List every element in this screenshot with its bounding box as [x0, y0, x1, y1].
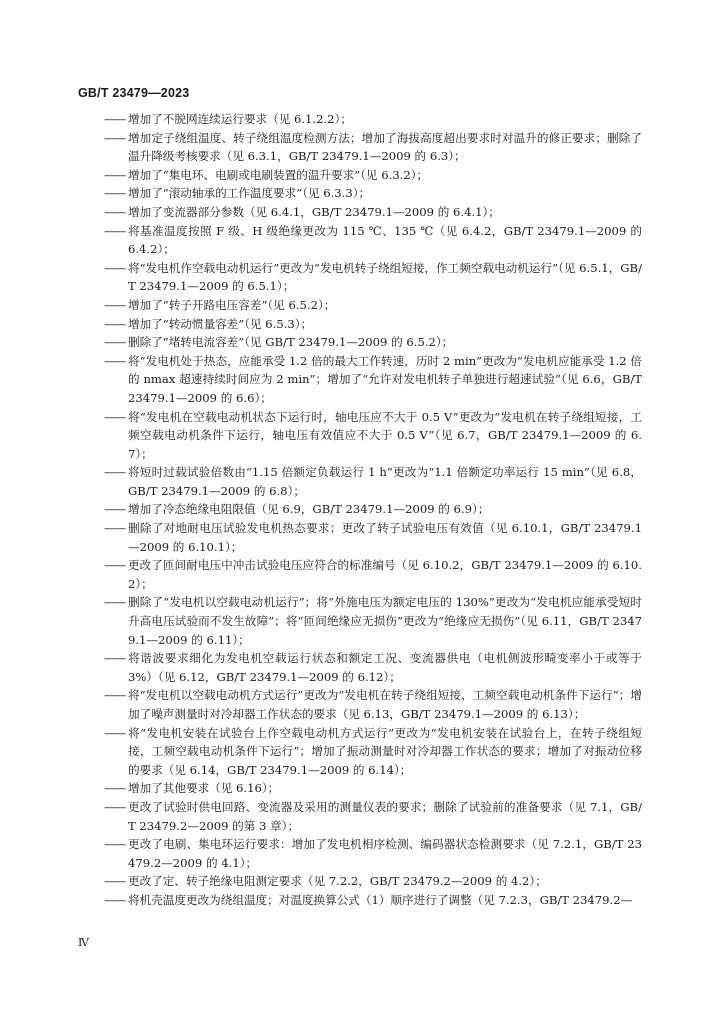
dash-marker: [104, 296, 128, 315]
dash-marker: [104, 798, 128, 817]
dash-marker: [104, 129, 128, 148]
list-item: [104, 296, 642, 315]
list-item: [104, 779, 642, 798]
dash-marker: [104, 872, 128, 891]
change-text: 增加了“滚动轴承的工作温度要求”（见 6.3.3）；: [128, 186, 371, 201]
list-item: [104, 835, 642, 872]
change-text: 将“发电机处于热态，应能承受 1.2 倍的最大工作转速，历时 2 min”更改为“发电机应能承受 1.2 倍的 nmax 超速持续时间应为 2 min”；增加了“允许对发电机转子单独进行超速试验”（见 6.6，GB/T 23479.1—2009 的 6.6）；: [128, 353, 642, 405]
dash-marker: [104, 556, 128, 575]
dash-marker: [104, 333, 128, 352]
change-text: 删除了对地耐电压试验发电机热态要求；更改了转子试验电压有效值（见 6.10.1，GB/T 23479.1—2009 的 6.10.1）；: [128, 521, 642, 554]
list-item: [104, 110, 642, 129]
list-item: [104, 463, 642, 500]
dash-marker: [104, 649, 128, 668]
list-item: [104, 649, 642, 686]
change-text: 将“发电机作空载电动机运行”更改为“发电机转子绕组短接，作工频空载电动机运行”（见 6.5.1，GB/T 23479.1—2009 的 6.5.1）；: [128, 260, 642, 294]
list-item: [104, 222, 642, 259]
standard-id: GB/T 23479—2023: [78, 86, 190, 100]
list-item: [104, 872, 642, 891]
change-text: 增加了其他要求（见 6.16）；: [128, 781, 280, 796]
change-text: 增加定子绕组温度、转子绕组温度检测方法；增加了海拔高度超出要求时对温升的修正要求；删除了温升降级考核要求（见 6.3.1，GB/T 23479.1—2009 的 6.3）；: [128, 130, 642, 164]
change-text: 增加了变流器部分参数（见 6.4.1，GB/T 23479.1—2009 的 6.4.1）；: [128, 204, 500, 219]
dash-marker: [104, 500, 128, 519]
change-text: 将短时过载试验倍数由“1.15 倍额定负载运行 1 h”更改为“1.1 倍额定功率运行 15 min”（见 6.8，GB/T 23479.1—2009 的 6.8）；: [128, 465, 642, 498]
dash-marker: [104, 408, 128, 427]
dash-marker: [104, 166, 128, 185]
list-item: [104, 259, 642, 296]
dash-marker: [104, 203, 128, 222]
list-item: [104, 519, 642, 556]
dash-marker: [104, 891, 128, 910]
list-item: [104, 500, 642, 519]
change-text: 删除了“堵转电流容差”（见 GB/T 23479.1—2009 的 6.5.2）；: [128, 335, 454, 350]
change-text: 删除了“发电机以空载电动机运行”；将“外施电压为额定电压的 130%”更改为“发电机应能承受短时升高电压试验而不发生故障”；将“匝间绝缘应无损伤”更改为“绝缘应无损伤”（见 6.11，GB/T 23479.1—2009 的 6.11）；: [128, 595, 642, 647]
list-item: [104, 333, 642, 352]
list-item: [104, 593, 642, 649]
change-text: 将基准温度按照 F 级、H 级绝缘更改为 115 ℃、135 ℃（见 6.4.2，GB/T 23479.1—2009 的 6.4.2）；: [128, 223, 642, 257]
change-text: 增加了“转子开路电压容差”（见 6.5.2）；: [128, 297, 336, 312]
change-text: 更改了电刷、集电环运行要求：增加了发电机相序检测、编码器状态检测要求（见 7.2.1，GB/T 23479.2—2009 的 4.1）；: [128, 837, 642, 870]
change-text: 将机壳温度更改为绕组温度；对温度换算公式（1）顺序进行了调整（见 7.2.3，GB/T 23479.2—: [128, 892, 633, 907]
change-list: [104, 110, 642, 910]
page-number: Ⅳ: [78, 936, 89, 949]
change-text: 将“发电机在空载电动机状态下运行时，轴电压应不大于 0.5 V”更改为“发电机在转子绕组短接，工频空载电动机条件下运行，轴电压有效值应不大于 0.5 V”（见 6.7，GB/T 23479.1—2009 的 6.7）；: [128, 409, 642, 461]
change-text: 将“发电机安装在试验台上作空载电动机方式运行”更改为“发电机安装在试验台上，在转子绕组短接，工频空载电动机条件下运行”；增加了振动测量时对冷却器工作状态的要求；增加了对振动位移的要求（见 6.14，GB/T 23479.1—2009 的 6.14）；: [128, 725, 642, 777]
dash-marker: [104, 724, 128, 743]
dash-marker: [104, 593, 128, 612]
dash-marker: [104, 835, 128, 854]
change-text: 增加了不脱网连续运行要求（见 6.1.2.2）；: [128, 112, 352, 126]
change-text: 更改了匝间耐电压中冲击试验电压应符合的标准编号（见 6.10.2，GB/T 23479.1—2009 的 6.10.2）；: [128, 558, 642, 591]
list-item: [104, 724, 642, 780]
list-item: [104, 166, 642, 185]
change-text: 增加了“转动惯量容差”（见 6.5.3）；: [128, 316, 313, 331]
list-item: [104, 184, 642, 203]
dash-marker: [104, 779, 128, 798]
dash-marker: [104, 222, 128, 241]
dash-marker: [104, 259, 128, 278]
dash-marker: [104, 519, 128, 538]
dash-marker: [104, 184, 128, 203]
dash-marker: [104, 110, 128, 129]
list-item: [104, 352, 642, 408]
list-item: [104, 408, 642, 464]
dash-marker: [104, 463, 128, 482]
change-text: 更改了定、转子绝缘电阻测定要求（见 7.2.2，GB/T 23479.2—2009 的 4.2）；: [128, 874, 547, 889]
list-item: [104, 686, 642, 723]
change-text: 更改了试验时供电回路、变流器及采用的测量仪表的要求；删除了试验前的准备要求（见 7.1，GB/T 23479.2—2009 的第 3 章）；: [128, 799, 642, 833]
change-text: 增加了冷态绝缘电阻限值（见 6.9，GB/T 23479.1—2009 的 6.9）；: [128, 502, 490, 517]
change-text: 将“发电机以空载电动机方式运行”更改为“发电机在转子绕组短接，工频空载电动机条件下运行”；增加了噪声测量时对冷却器工作状态的要求（见 6.13，GB/T 23479.1—2009 的 6.13）；: [128, 688, 642, 721]
change-text: 增加了“集电环、电刷或电刷装置的温升要求”（见 6.3.2）；: [128, 167, 429, 182]
list-item: [104, 891, 642, 910]
list-item: [104, 315, 642, 334]
list-item: [104, 556, 642, 593]
list-item: [104, 129, 642, 166]
dash-marker: [104, 352, 128, 371]
change-text: 将谐波要求细化为发电机空载运行状态和额定工况、变流器供电（电机侧波形畸变率小于或等于 3%）（见 6.12，GB/T 23479.1—2009 的 6.12）；: [128, 651, 642, 684]
list-item: [104, 798, 642, 835]
dash-marker: [104, 686, 128, 705]
dash-marker: [104, 315, 128, 334]
list-item: [104, 203, 642, 222]
